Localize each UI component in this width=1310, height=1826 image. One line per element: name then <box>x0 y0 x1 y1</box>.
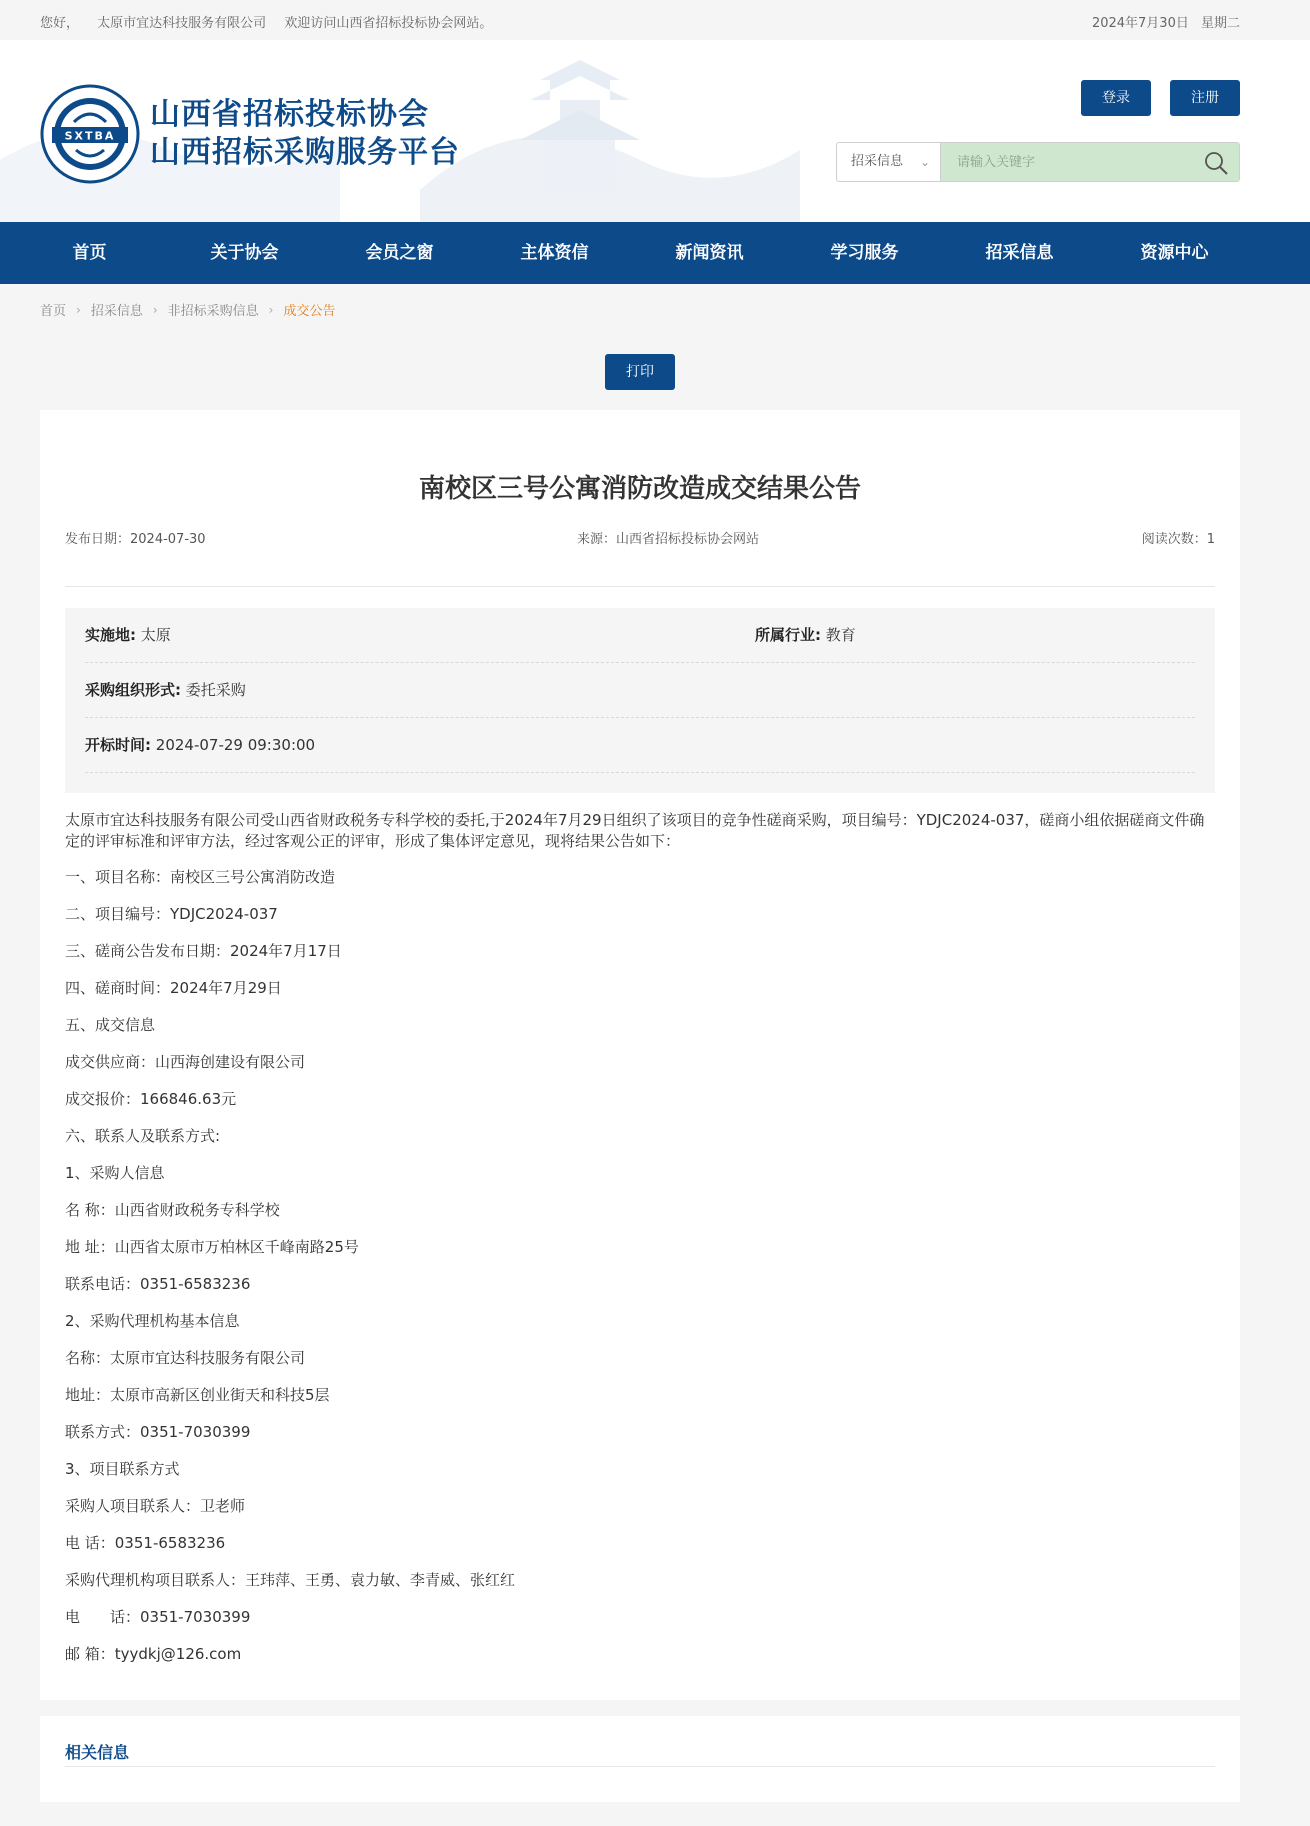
meta-divider <box>65 586 1215 587</box>
greeting-hello: 您好， <box>40 16 80 31</box>
body-line: 名 称：山西省财政税务专科学校 <box>65 1201 280 1219</box>
nav-item-home[interactable]: 首页 <box>72 243 107 263</box>
project-info-box <box>65 608 1215 793</box>
publish-date: 发布日期：2024-07-30 <box>65 532 206 547</box>
body-line: 联系方式：0351-7030399 <box>65 1423 251 1441</box>
body-line: 四、磋商时间：2024年7月29日 <box>65 979 282 997</box>
body-line: 采购人项目联系人：卫老师 <box>65 1497 246 1515</box>
login-button[interactable]: 登录 <box>1081 80 1151 116</box>
site-header <box>0 40 1310 222</box>
body-line: 电 话：0351-7030399 <box>65 1608 251 1626</box>
body-line: 联系电话：0351-6583236 <box>65 1275 251 1293</box>
nav-item-about[interactable]: 关于协会 <box>210 243 279 263</box>
industry <box>755 608 856 663</box>
date-text: 2024年7月30日 <box>1091 16 1189 31</box>
body-line: 2、采购代理机构基本信息 <box>65 1312 240 1330</box>
nav-item-members[interactable]: 会员之窗 <box>365 243 434 263</box>
article-source: 来源：山西省招标投标协会网站 <box>577 532 760 547</box>
body-line: 3、项目联系方式 <box>65 1460 180 1478</box>
article-intro: 太原市宜达科技服务有限公司受山西省财政税务专科学校的委托,于2024年7月29日组织了该项目的竞争性磋商采购，项目编号：YDJC2024-037，磋商小组依据磋商文件确定的评审标准和评审方法，经过客观公正的评审，形成了集体评定意见，现将结果公告如下： <box>65 811 1205 850</box>
related-info-title: 相关信息 <box>65 1743 130 1762</box>
related-info-divider <box>65 1766 1215 1767</box>
chevron-right-icon: › <box>76 302 81 317</box>
breadcrumb <box>40 300 336 319</box>
body-line: 电 话：0351-6583236 <box>65 1534 226 1552</box>
article-body <box>65 810 1215 1673</box>
body-line: 二、项目编号：YDJC2024-037 <box>65 905 278 923</box>
nav-item-news[interactable]: 新闻资讯 <box>675 243 744 263</box>
info-row <box>85 718 1195 773</box>
article-card <box>40 410 1240 1700</box>
search-input[interactable] <box>941 143 1239 181</box>
org-form-label: 采购组织形式: <box>85 681 181 699</box>
current-date <box>1084 12 1240 31</box>
search-bar <box>836 142 1240 182</box>
industry-value: 教育 <box>825 626 856 644</box>
svg-text:SXTBA: SXTBA <box>64 129 116 143</box>
body-line: 地 址：山西省太原市万柏林区千峰南路25号 <box>65 1238 359 1256</box>
chevron-right-icon: › <box>268 302 274 317</box>
related-info-section <box>40 1716 1240 1802</box>
industry-label: 所属行业: <box>755 626 821 644</box>
register-button[interactable]: 注册 <box>1170 80 1240 116</box>
body-line: 成交供应商：山西海创建设有限公司 <box>65 1053 306 1071</box>
read-count: 阅读次数：1 <box>1141 532 1215 547</box>
greeting-company: 太原市宜达科技服务有限公司 <box>97 16 267 31</box>
nav-item-learning[interactable]: 学习服务 <box>830 243 899 263</box>
print-button[interactable]: 打印 <box>605 354 675 390</box>
nav-item-procurement[interactable]: 招采信息 <box>985 243 1054 263</box>
top-bar <box>0 0 1310 40</box>
chevron-right-icon: › <box>152 302 158 317</box>
open-time-value: 2024-07-29 09:30:00 <box>155 736 316 754</box>
search-category-label: 招采信息 <box>851 154 904 169</box>
breadcrumb-home[interactable]: 首页 <box>40 304 67 319</box>
body-line: 五、成交信息 <box>65 1016 156 1034</box>
nav-item-resources[interactable]: 资源中心 <box>1140 243 1209 263</box>
logo-title-line2: 山西招标采购服务平台 <box>150 135 460 170</box>
chevron-down-icon: ⌄ <box>919 155 930 169</box>
org-form-value: 委托采购 <box>185 681 246 699</box>
breadcrumb-non-tender[interactable]: 非招标采购信息 <box>167 304 259 319</box>
breadcrumb-procurement[interactable]: 招采信息 <box>90 304 143 319</box>
nav-item-credit[interactable]: 主体资信 <box>520 243 589 263</box>
body-line: 采购代理机构项目联系人：王玮萍、王勇、袁力敏、李青威、张红红 <box>65 1571 516 1589</box>
location-value: 太原 <box>140 626 171 644</box>
logo-title <box>150 96 460 172</box>
body-line: 三、磋商公告发布日期：2024年7月17日 <box>65 942 342 960</box>
association-seal-icon <box>40 84 140 184</box>
body-line: 一、项目名称：南校区三号公寓消防改造 <box>65 868 336 886</box>
article-title: 南校区三号公寓消防改造成交结果公告 <box>418 474 861 504</box>
search-category-select[interactable] <box>837 143 941 181</box>
info-row <box>85 663 1195 718</box>
info-row <box>85 608 1195 663</box>
greeting-welcome: 欢迎访问山西省招标投标协会网站。 <box>284 16 493 31</box>
search-icon[interactable] <box>1203 150 1229 176</box>
location-label: 实施地: <box>85 626 136 644</box>
greeting <box>40 12 506 31</box>
site-logo[interactable] <box>40 84 460 184</box>
logo-title-line1: 山西省招标投标协会 <box>150 97 429 132</box>
body-line: 六、联系人及联系方式: <box>65 1127 221 1145</box>
breadcrumb-current: 成交公告 <box>283 304 336 319</box>
body-line: 邮 箱：tyydkj@126.com <box>65 1645 242 1663</box>
main-nav <box>0 222 1310 284</box>
body-line: 成交报价：166846.63元 <box>65 1090 237 1108</box>
body-line: 名称：太原市宜达科技服务有限公司 <box>65 1349 306 1367</box>
body-line: 1、采购人信息 <box>65 1164 165 1182</box>
open-time-label: 开标时间: <box>85 736 151 754</box>
body-line: 地址：太原市高新区创业街天和科技5层 <box>65 1386 330 1404</box>
weekday-text: 星期二 <box>1200 16 1240 31</box>
